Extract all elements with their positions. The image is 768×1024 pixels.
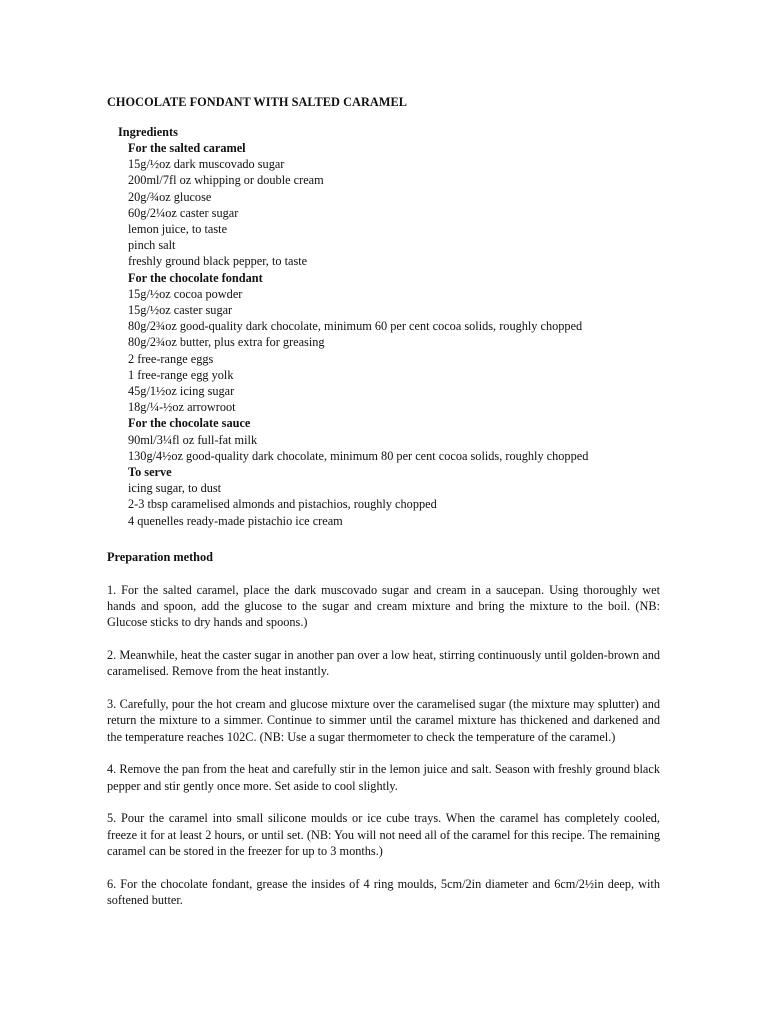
ingredient-section-heading: To serve: [128, 465, 172, 480]
preparation-heading: Preparation method: [107, 550, 213, 564]
preparation-step: 1. For the salted caramel, place the dark muscovado sugar and cream in a saucepan. Using thoroughly wet hands and spoon, add the glucose to the sugar and cream mixture and bring the mixture to the boil. (NB: Glucose sticks to dry hands and spoons.): [107, 583, 660, 630]
preparation-step: 3. Carefully, pour the hot cream and glucose mixture over the caramelised sugar (the mixture may splutter) and return the mixture to a simmer. Continue to simmer until the caramel mixture has thickened and darkened and the temperature reaches 102C. (NB: Use a sugar thermometer to check the temperature of the caramel.): [107, 697, 660, 744]
ingredient-section-heading: For the chocolate sauce: [128, 416, 251, 431]
ingredient-item: 130g/4½oz good-quality dark chocolate, minimum 80 per cent cocoa solids, roughly chopped: [128, 448, 589, 463]
ingredient-item: 90ml/3¼fl oz full-fat milk: [128, 432, 258, 447]
ingredient-item: 18g/¼-½oz arrowroot: [128, 400, 236, 415]
ingredient-item: 15g/½oz cocoa powder: [128, 286, 243, 301]
ingredient-item: 15g/½oz caster sugar: [128, 303, 233, 318]
ingredient-section-heading: For the salted caramel: [128, 141, 246, 155]
ingredient-item: 45g/1½oz icing sugar: [128, 384, 235, 399]
preparation-steps: [107, 582, 660, 925]
ingredient-item: 1 free-range egg yolk: [128, 367, 234, 382]
ingredient-item: 80g/2¾oz good-quality dark chocolate, minimum 60 per cent cocoa solids, roughly chopped: [128, 319, 583, 334]
preparation-step: 5. Pour the caramel into small silicone moulds or ice cube trays. When the caramel has completely cooled, freeze it for at least 2 hours, or until set. (NB: You will not need all of the caramel for this recipe. The remaining caramel can be stored in the freezer for up to 3 months.): [107, 811, 660, 858]
ingredient-item: 20g/¾oz glucose: [128, 189, 212, 204]
ingredient-item: 15g/½oz dark muscovado sugar: [128, 157, 285, 172]
ingredient-item: lemon juice, to taste: [128, 222, 228, 237]
ingredient-item: 60g/2¼oz caster sugar: [128, 205, 239, 220]
ingredient-item: 2-3 tbsp caramelised almonds and pistachios, roughly chopped: [128, 497, 437, 512]
ingredient-item: icing sugar, to dust: [128, 481, 222, 496]
ingredient-item: 4 quenelles ready-made pistachio ice cream: [128, 513, 343, 528]
recipe-title: CHOCOLATE FONDANT WITH SALTED CARAMEL: [107, 95, 407, 109]
preparation-step: 2. Meanwhile, heat the caster sugar in another pan over a low heat, stirring continuously until golden-brown and caramelised. Remove from the heat instantly.: [107, 648, 660, 679]
ingredient-item: pinch salt: [128, 238, 176, 253]
ingredient-section-heading: For the chocolate fondant: [128, 270, 263, 285]
ingredients-heading: Ingredients: [118, 125, 178, 139]
preparation-step: 4. Remove the pan from the heat and carefully stir in the lemon juice and salt. Season with freshly ground black pepper and stir gently once more. Set aside to cool slightly.: [107, 762, 660, 793]
ingredient-item: 80g/2¾oz butter, plus extra for greasing: [128, 335, 325, 350]
ingredient-item: freshly ground black pepper, to taste: [128, 254, 308, 269]
ingredient-item: 200ml/7fl oz whipping or double cream: [128, 173, 324, 188]
ingredient-list: [128, 140, 588, 529]
ingredient-item: 2 free-range eggs: [128, 351, 214, 366]
preparation-step: 6. For the chocolate fondant, grease the insides of 4 ring moulds, 5cm/2in diameter and 6cm/2½in deep, with softened butter.: [107, 876, 660, 907]
